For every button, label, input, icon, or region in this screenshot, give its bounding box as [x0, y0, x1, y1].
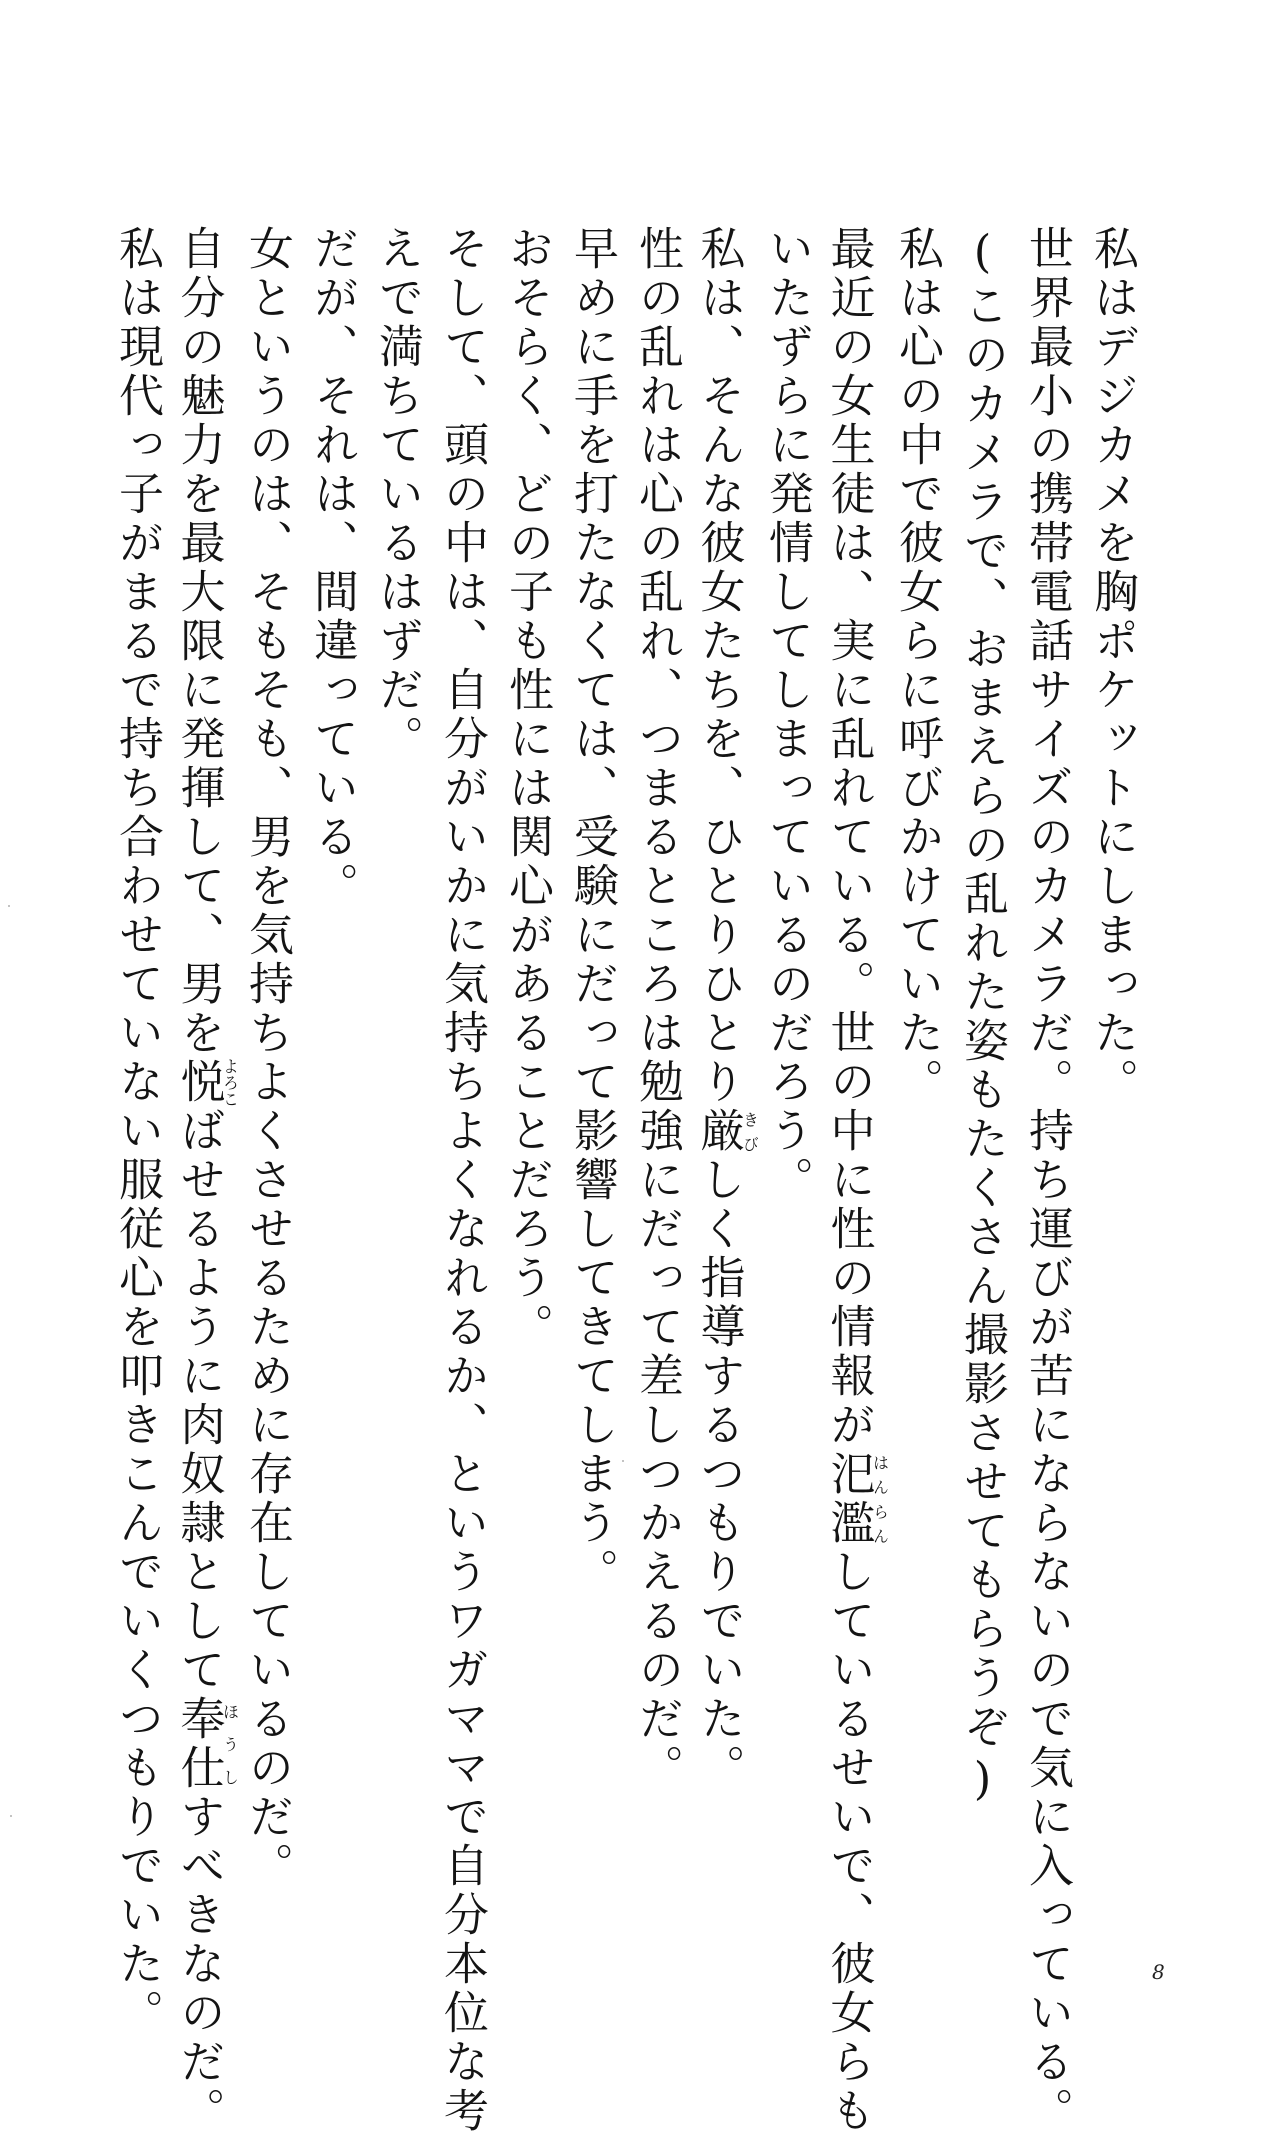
text-line-3: (このカメラで、おまえらの乱れた姿もたくさん撮影させてもらうぞ) [956, 225, 1009, 1809]
text-line-7: 私は、そんな彼女たちを、ひとりひとり厳きびしく指導するつもりでいた。 [692, 225, 760, 1793]
text-line-11: そして、頭の中は、自分がいかに気持ちよくなれるか、というワガママで自分本位な考 [436, 225, 489, 2136]
scan-speck [10, 1815, 12, 1817]
scan-speck [622, 1460, 624, 1462]
ruby-houshi: ほうし [220, 1695, 240, 1793]
ruby-kibi: きび [740, 1107, 760, 1156]
text-line-14: 女というのは、そもそも、男を気持ちよくさせるために存在しているのだ。 [241, 225, 294, 1891]
ruby-yorokoba: よろこ [220, 1058, 240, 1107]
vertical-text-block [111, 225, 1148, 2136]
text-line-16: 私は現代っ子がまるで持ち合わせていない服従心を叩きこんでいくつもりでいた。 [111, 225, 164, 2038]
text-line-1: 私はデジカメを胸ポケットにしまった。 [1086, 225, 1139, 1107]
text-line-6: いたずらに発情してしまっているのだろう。 [761, 225, 814, 1205]
scan-speck [8, 905, 10, 907]
text-line-4: 私は心の中で彼女らに呼びかけていた。 [891, 225, 944, 1107]
text-line-2: 世界最小の携帯電話サイズのカメラだ。持ち運びが苦にならないので気に入っている。 [1021, 225, 1074, 2136]
text-line-15: 自分の魅力を最大限に発揮して、男を悦よろこばせるように肉奴隷として奉仕ほうしすべきなのだ。 [172, 225, 240, 2136]
text-line-13: だが、それは、間違っている。 [306, 225, 359, 911]
ruby-hanran: はんらん [870, 1450, 890, 1548]
text-line-5: 最近の女生徒は、実に乱れている。世の中に性の情報が汜濫はんらんしているせいで、彼女らも [822, 225, 890, 2136]
page-number: 8 [1152, 1960, 1165, 1984]
text-line-9: 早めに手を打たなくては、受験にだって影響してきてしまう。 [566, 225, 619, 1597]
text-line-10: おそらく、どの子も性には関心があることだろう。 [501, 225, 554, 1352]
text-line-8: 性の乱れは心の乱れ、つまるところは勉強にだって差しつかえるのだ。 [631, 225, 684, 1793]
text-line-12: えで満ちているはずだ。 [371, 225, 424, 764]
